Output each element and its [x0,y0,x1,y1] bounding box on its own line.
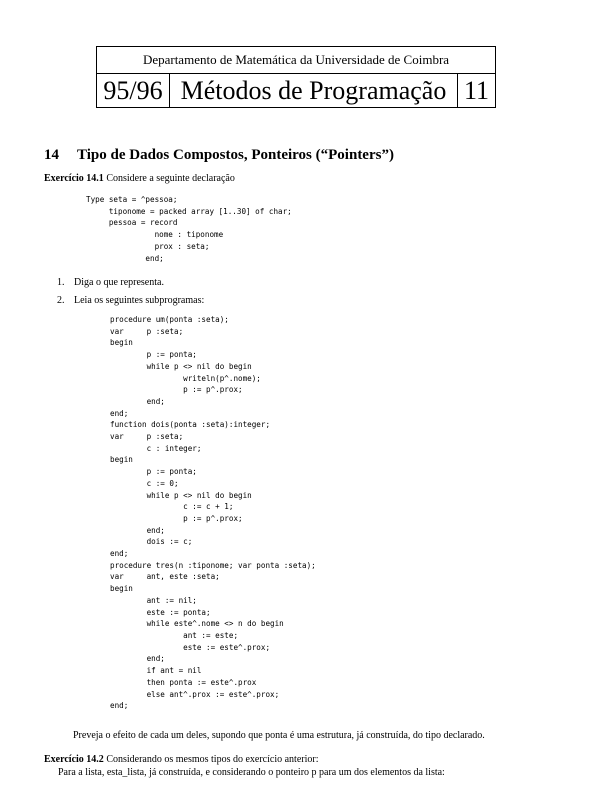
list-item-2-number: 2. [57,295,65,306]
section-title: Tipo de Dados Compostos, Ponteiros (“Pointers”) [77,147,394,163]
exercise-2-text: Para a lista, esta_lista, já construída, e considerando o ponteiro p para um dos elementos da lista: [58,767,445,778]
list-item-2-text: Leia os seguintes subprogramas: [74,295,205,306]
exercise-1-heading [44,173,235,184]
exercise-1-label: Exercício 14.1 [44,173,104,184]
course-title: Métodos de Programação [170,74,458,107]
exercise-2-intro: Considerando os mesmos tipos do exercício anterior: [106,754,319,765]
type-declaration-code: Type seta = ^pessoa; tiponome = packed array [1..30] of char; pessoa = record nome : tiponome prox : seta; end; [86,195,292,263]
list-item-1-number: 1. [57,277,65,288]
exercise-2-heading [44,754,319,765]
academic-year: 95/96 [97,74,170,107]
list-item-1 [57,277,164,288]
department-name: Departamento de Matemática da Universidade de Coimbra [97,47,495,74]
header-box [96,46,496,108]
subprograms-code: procedure um(ponta :seta); var p :seta; begin p := ponta; while p <> nil do begin writeln(p^.nome); p := p^.prox; end; end; function dois(ponta :seta):integer; var p :seta; c : integer; begin p := ponta; c := 0; while p <> nil do begin c := c + 1; p := p^.prox; end; dois := c; end; procedure tres(n :tiponome; var ponta :seta); var ant, este :seta; begin ant := nil; este := ponta; while este^.nome <> n do begin ant := este; este := este^.prox; end; if ant = nil then ponta := este^.prox else ant^.prox := este^.prox; end; [110,315,316,711]
exercise-2-label: Exercício 14.2 [44,754,104,765]
section-heading [44,147,394,164]
exercise-1-closing: Preveja o efeito de cada um deles, supondo que ponta é uma estrutura, já construída, do tipo declarado. [73,730,485,741]
sheet-number: 11 [463,76,490,105]
exercise-1-intro: Considere a seguinte declaração [106,173,235,184]
list-item-1-text: Diga o que representa. [74,277,164,288]
section-number: 14 [44,147,59,163]
header-title-row [97,74,495,107]
list-item-2 [57,295,204,306]
